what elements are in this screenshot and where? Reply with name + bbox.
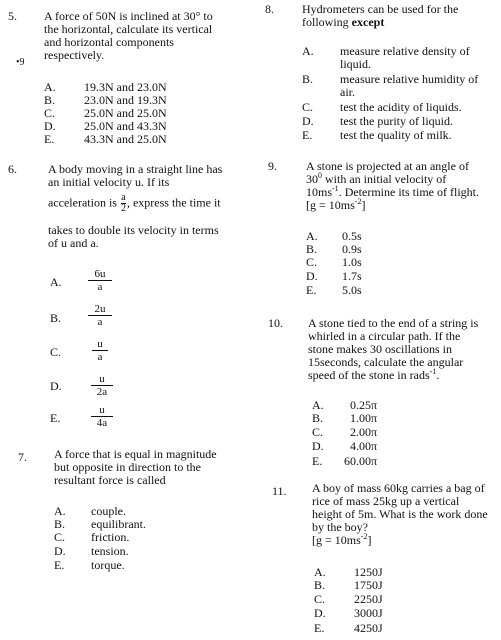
option-c[interactable]: C. 25.0N and 25.0N	[44, 106, 167, 120]
option-e-fraction: u 4a	[91, 404, 113, 429]
option-b[interactable]: B. 0.9s	[306, 242, 362, 256]
option-c-fraction: u a	[92, 338, 108, 363]
stem-line: and horizontal components	[44, 35, 174, 49]
question-8-stem	[302, 3, 497, 29]
question-number-5: 5.	[8, 9, 17, 23]
question-number-6: 6.	[8, 162, 17, 176]
stem-line: stone makes 30 oscillations in	[308, 342, 452, 356]
option-e[interactable]: E. 43.3N and 25.0N	[44, 132, 167, 146]
stem-line: the horizontal, calculate its vertical	[44, 22, 213, 36]
option-d[interactable]: D. 4.00π	[312, 439, 378, 453]
option-a[interactable]: A. measure relative density of liquid.	[302, 44, 470, 71]
stem-line: but opposite in direction to the	[54, 460, 201, 474]
question-11-stem	[312, 482, 500, 547]
question-6-stem-continued	[48, 224, 258, 250]
stem-line: $[g = 10ms^{-2}]$	[312, 532, 372, 547]
option-e-label[interactable]: E.	[50, 411, 61, 425]
acceleration-line: acceleration is $\frac{a}{2}$ , express the time it	[48, 192, 221, 214]
option-b[interactable]: B. measure relative humidity of air.	[302, 72, 479, 99]
option-d-fraction: u 2a	[91, 373, 113, 398]
question-6-stem	[48, 163, 258, 189]
question-number-10: 10.	[268, 316, 283, 330]
option-a[interactable]: A. 19.3N and 23.0N	[44, 80, 167, 94]
stem-line: 15seconds, calculate the angular	[308, 355, 464, 369]
stem-line: whirled in a circular path. If the	[308, 329, 461, 343]
stem-line: A force of 50N is inclined at 30° to	[44, 9, 213, 23]
option-a-fraction: 6u a	[88, 268, 112, 293]
stem-line: an initial velocity u. If its	[48, 175, 170, 189]
option-e[interactable]: E. 60.00π	[312, 454, 378, 468]
option-c[interactable]: C. 2.00π	[312, 425, 378, 439]
stem-line: $10ms^{-1}$. Determine its time of flight.	[306, 184, 479, 199]
option-a-label[interactable]: A.	[50, 275, 62, 289]
option-d[interactable]: D. test the purity of liquid.	[302, 114, 453, 128]
question-9-stem	[306, 160, 498, 212]
stem-line: height of 5m. What is the work done	[312, 507, 488, 521]
option-c-label[interactable]: C.	[50, 345, 62, 359]
option-a[interactable]: A. 0.5s	[306, 229, 362, 243]
option-d[interactable]: D. 1.7s	[306, 269, 362, 283]
stem-line: A body moving in a straight line has	[48, 162, 223, 176]
option-b[interactable]: B. 1750J	[314, 578, 383, 592]
stem-line: by the boy?	[312, 520, 368, 534]
question-5-stem	[44, 10, 254, 62]
option-d[interactable]: D. 3000J	[314, 606, 383, 620]
question-10-stem	[308, 317, 498, 382]
question-number-8: 8.	[265, 2, 274, 16]
stem-line: A force that is equal in magnitude	[54, 447, 217, 461]
option-e[interactable]: E. test the quality of milk.	[302, 128, 452, 142]
option-d[interactable]: D. tension.	[54, 544, 129, 558]
stem-line: resultant force is called	[54, 473, 166, 487]
emphasis-except: except	[351, 15, 385, 29]
option-e[interactable]: E. 4250J	[314, 621, 383, 635]
stem-line: respectively.	[44, 48, 105, 62]
option-a[interactable]: A. 1250J	[314, 565, 383, 579]
option-b[interactable]: B. equilibrant.	[54, 517, 146, 531]
option-c[interactable]: C. test the acidity of liquids.	[302, 100, 462, 114]
option-b-fraction: 2u a	[88, 303, 112, 328]
option-c[interactable]: C. friction.	[54, 530, 130, 544]
stray-mark: •9	[16, 57, 25, 68]
stem-line: $[g = 10ms^{-2}]$	[306, 197, 366, 212]
option-c[interactable]: C. 2250J	[314, 592, 383, 606]
question-7-stem	[54, 448, 264, 487]
question-number-11: 11.	[272, 484, 287, 498]
stem-line: $30^0$ with an initial velocity of	[306, 171, 447, 186]
stem-line: A stone is projected at an angle of	[306, 159, 469, 173]
option-e[interactable]: E. 5.0s	[306, 283, 362, 297]
stem-line: Hydrometers can be used for the	[302, 2, 459, 16]
option-a[interactable]: A. couple.	[54, 504, 126, 518]
option-e[interactable]: E. torque.	[54, 558, 125, 572]
option-d-label[interactable]: D.	[50, 379, 62, 393]
question-number-7: 7.	[18, 450, 27, 464]
option-b[interactable]: B. 1.00π	[312, 411, 378, 425]
option-c[interactable]: C. 1.0s	[306, 255, 362, 269]
option-d[interactable]: D. 25.0N and 43.3N	[44, 119, 167, 133]
stem-line: of u and a.	[48, 236, 99, 250]
stem-line: A boy of mass 60kg carries a bag of	[312, 481, 485, 495]
question-number-9: 9.	[268, 159, 277, 173]
option-b[interactable]: B. 23.0N and 19.3N	[44, 93, 167, 107]
stem-line: rice of mass 25kg up a vertical	[312, 494, 460, 508]
acceleration-fraction: $\frac{a}{2}$	[120, 192, 126, 214]
stem-line: speed of the stone in rads$^{-1}$.	[308, 367, 440, 382]
stem-line: following except	[302, 15, 385, 29]
option-b-label[interactable]: B.	[50, 311, 62, 325]
stem-line: takes to double its velocity in terms	[48, 223, 219, 237]
stem-line: A stone tied to the end of a string is	[308, 316, 479, 330]
option-a[interactable]: A. 0.25π	[312, 398, 378, 412]
